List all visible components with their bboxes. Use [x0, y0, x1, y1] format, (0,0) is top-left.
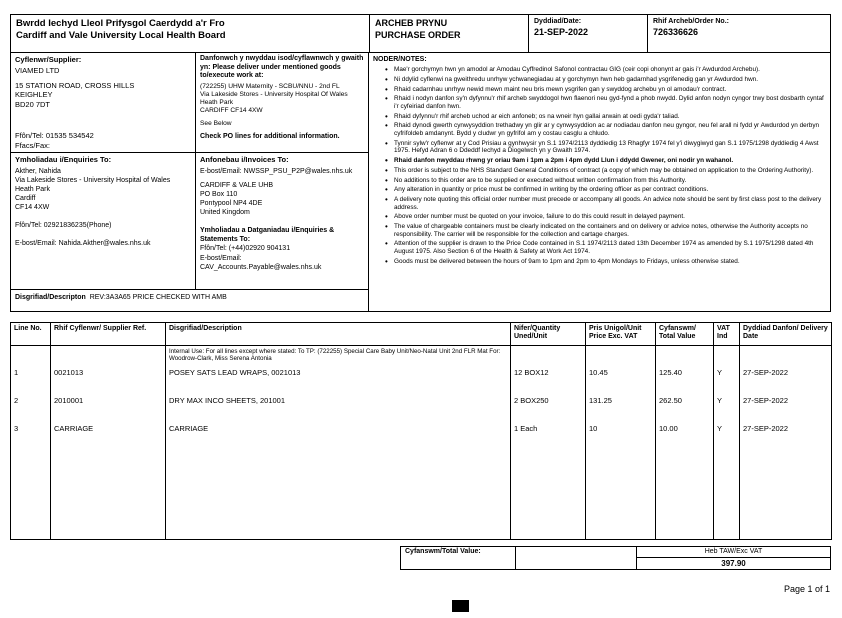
order-number-value: 726336626 [653, 27, 699, 37]
delivery-see-below: See Below [200, 119, 232, 127]
spacer [15, 109, 191, 131]
address-column [11, 53, 369, 311]
page-number: Page 1 of 1 [783, 584, 830, 594]
item-line-no: 3 [11, 422, 51, 450]
item-line-no: 2 [11, 394, 51, 422]
invoices-label: Anfonebau i/Invoices To: [200, 155, 289, 164]
note-item: • Rhaid dynodi gwerth cynwysyddion trethadwy yn glir ar y cynwysyddion ac ar nodiadau danfon neu gyngor, neu fel arall ni fydd yr Awdurdod yn derbyn cyfrifoldeb amdanynt. Bydd y cludwr yn gyfrifol am y costau casglu a chludo. [385, 122, 825, 137]
enquiries-address-line: Cardiff [15, 195, 36, 203]
item-quantity: 1 Each [511, 422, 586, 450]
order-header-section [10, 14, 831, 312]
enquiries-invoices-row [11, 153, 368, 290]
note-item: • Rhaid i nodyn danfon sy'n dyfynnu'r rhif archeb swyddogol hwn flaenori neu gyd-fynd a phob nwydd. Dylid anfon nodyn cyngor trwy bost dosbarth cyntaf i'r cyfeiriad danfon hwn. [385, 95, 825, 110]
description-value: REV:3A3A65 PRICE CHECKED WITH AMB [89, 294, 227, 301]
item-vat-ind: Y [714, 366, 740, 394]
item-unit-price: 131.25 [586, 394, 656, 422]
col-header-description: Disgrifiad/Description [166, 323, 511, 346]
empty-cell [714, 450, 740, 540]
item-description: DRY MAX INCO SHEETS, 201001 [166, 394, 511, 422]
delivery-address-line: CARDIFF CF14 4XW [200, 106, 263, 114]
order-date-label: Dyddiad/Date: [534, 18, 582, 25]
delivery-section [196, 53, 368, 152]
invoices-address-line: Pontypool NP4 4DE [200, 200, 263, 208]
exc-vat-label: Heb TAW/Exc VAT [637, 547, 831, 558]
col-header-vat-ind: VAT Ind [714, 323, 740, 346]
enquiries-section [11, 153, 196, 289]
item-quantity: 12 BOX12 [511, 366, 586, 394]
empty-cell [586, 450, 656, 540]
empty-cell [166, 450, 511, 540]
total-value-label: Cyfanswm/Total Value: [401, 547, 516, 570]
empty-cell [740, 450, 832, 540]
empty-cell [51, 346, 166, 366]
empty-cell [740, 346, 832, 366]
invoices-email: E-bost/Email: NWSSP_PSU_P2P@wales.nhs.uk [200, 167, 353, 175]
supplier-name: VIAMED LTD [15, 66, 60, 76]
item-row [11, 422, 832, 450]
item-vat-ind: Y [714, 422, 740, 450]
item-total-value: 125.40 [656, 366, 714, 394]
statements-email: E-bost/Email: CAV_Accounts.Payable@wales.nhs.uk [200, 254, 322, 271]
internal-use-note: Internal Use: For all lines except where stated: To TP: (722255) Special Care Baby Unit/Neo-Natal Unit 2nd FLR Mat For: Woodrow-Clark, Miss Serena Antonia [166, 346, 511, 366]
empty-cell [11, 450, 51, 540]
order-date-value: 21-SEP-2022 [534, 27, 589, 37]
supplier-phone: Ffôn/Tel: 01535 534542 [15, 131, 94, 141]
description-row [11, 290, 368, 311]
notes-list [385, 66, 825, 265]
totals-table [400, 546, 831, 570]
filler-row [11, 450, 832, 540]
item-total-value: 262.50 [656, 394, 714, 422]
note-item: • Rhaid dyfynnu'r rhif archeb uchod ar eich anfoneb; os na wneir hyn gallai arwain at oedi gyda'r taliad. [385, 113, 825, 121]
order-number-label: Rhif Archeb/Order No.: [653, 18, 729, 25]
order-number-cell [647, 15, 830, 52]
header-body-row [11, 53, 830, 311]
enquiries-phone: Ffôn/Tel: 02921836235(Phone) [15, 222, 112, 230]
item-row [11, 394, 832, 422]
delivery-address-line: Via Lakeside Stores - University Hospital Of Wales [200, 90, 348, 98]
note-item: • Tynnir sylw'r cyflenwr at y Cod Prisiau a gynhwysir yn S.1 1974/2113 dyddiedig 13 Rhagfyr 1974 fel y'i diwygiwyd gan S.1 1975/1298 dyddiedig 4 Awst 1975. Hefyd Adran 6 o Ddeddf Iechyd a Diogelwch yn y Gwaith 1974. [385, 140, 825, 155]
empty-cell [51, 450, 166, 540]
enquiries-address-line: Heath Park [15, 185, 51, 193]
items-header-row [11, 323, 832, 346]
item-delivery-date: 27-SEP-2022 [740, 366, 832, 394]
spacer [200, 217, 364, 226]
note-item: • The value of chargeable containers must be clearly indicated on the containers and on delivery or advice notes, otherwise the Authority accepts no responsibility. The carrier will be responsible for the collection and cartage charges. [385, 223, 825, 238]
supplier-label: Cyflenwr/Supplier: [15, 55, 82, 64]
org-name-welsh: Bwrdd Iechyd Lleol Prifysgol Caerdydd a'r Fro [16, 18, 225, 29]
empty-cell [511, 346, 586, 366]
invoices-address-line: PO Box 110 [200, 190, 238, 198]
invoices-address-line: United Kingdom [200, 209, 250, 217]
item-supplier-ref: CARRIAGE [51, 422, 166, 450]
supplier-address-line: 15 STATION ROAD, CROSS HILLS [15, 80, 135, 90]
enquiries-contact-name: Akther, Nahida [15, 167, 61, 175]
note-item: • This order is subject to the NHS Standard General Conditions of contract (a copy of which may be obtained on application to the Ordering Authority). [385, 167, 825, 175]
document-title [369, 15, 528, 52]
supplier-address-line: BD20 7DT [15, 99, 51, 109]
delivery-address-line: (722255) UHW Maternity - SCBU/NNU - 2nd FL [200, 82, 340, 90]
empty-cell [586, 346, 656, 366]
supplier-fax: Ffacs/Fax: [15, 140, 51, 150]
totals-row [401, 547, 831, 558]
note-item: • Any alteration in quantity or price must be confirmed in writing by the ordering officer as per contract conditions. [385, 186, 825, 194]
line-items-table [10, 322, 832, 540]
note-item: • Attention of the supplier is drawn to the Price Code contained in S.1 1974/2113 dated 13th December 1974 as amended by S.1 1975/1298 dated 4th August 1975. Also Section 6 of the Health & Safety at Work Act 1974. [385, 240, 825, 255]
note-item: • Rhaid cadarnhau unrhyw newid mewn maint neu bris mewn ysgrifen gan y swyddog archebu yn ol amodau'r contract. [385, 86, 825, 94]
document-title-welsh: ARCHEB PRYNU [375, 18, 448, 28]
health-board-name [11, 15, 369, 52]
totals-spacer [516, 547, 637, 570]
col-header-supplier-ref: Rhif Cyflenwr/ Supplier Ref. [51, 323, 166, 346]
spacer [15, 212, 191, 221]
note-item: • No additions to this order are to be supplied or executed without written confirmation from this Authority. [385, 177, 825, 185]
supplier-section [11, 53, 196, 152]
order-date-cell [528, 15, 647, 52]
statements-label: Ymholiadau a Datganiadau i/Enquiries & Statements To: [200, 227, 335, 244]
supplier-address-line: KEIGHLEY [15, 90, 53, 100]
item-line-no: 1 [11, 366, 51, 394]
item-row [11, 366, 832, 394]
delivery-label: Danfonwch y nwyddau isod/cyflawnwch y gwaith yn: Please deliver under mentioned goods to/execute work at: [200, 55, 364, 80]
enquiries-address-line: Via Lakeside Stores - University Hospital of Wales [15, 176, 171, 184]
note-item: • Above order number must be quoted on your invoice, failure to do this could result in delayed payment. [385, 213, 825, 221]
supplier-delivery-row [11, 53, 368, 153]
document-title-english: PURCHASE ORDER [375, 29, 461, 40]
col-header-quantity: Nifer/Quantity Uned/Unit [511, 323, 586, 346]
empty-cell [656, 450, 714, 540]
description-label: Disgrifiad/Descripton [15, 294, 86, 301]
note-item: • Rhaid danfon nwyddau rhwng yr oriau 9am i 1pm a 2pm i 4pm dydd Llun i ddydd Gwener, oni nodir yn wahanol. [385, 157, 825, 165]
enquiries-address-line: CF14 4XW [15, 204, 50, 212]
header-row [11, 15, 830, 53]
item-vat-ind: Y [714, 394, 740, 422]
total-value-amount: 397.90 [637, 558, 831, 570]
item-supplier-ref: 0021013 [51, 366, 166, 394]
col-header-delivery-date: Dyddiad Danfon/ Delivery Date [740, 323, 832, 346]
item-description: CARRIAGE [166, 422, 511, 450]
item-total-value: 10.00 [656, 422, 714, 450]
note-item: • Mae'r gorchymyn hwn yn amodol ar Amodau Cyffredinol Safonol contractau GIG (ceir copi ohonynt ar gais i'r Awdurdod Archebu). [385, 66, 825, 74]
enquiries-label: Ymholiadau i/Enquiries To: [15, 155, 112, 164]
empty-cell [511, 450, 586, 540]
invoices-section [196, 153, 368, 289]
notes-heading: NODER/NOTES: [373, 56, 427, 63]
note-item: • A delivery note quoting this official order number must precede or accompany all goods. An advice note should be sent by first class post to the delivery address. [385, 196, 825, 211]
col-header-line-no: Line No. [11, 323, 51, 346]
item-delivery-date: 27-SEP-2022 [740, 394, 832, 422]
notes-section [369, 53, 830, 311]
note-item: • Ni ddylid cyflenwi na gweithredu unrhyw ychwanegiadau at y gorchymyn hwn heb gadarnhad ysgrifenedig gan yr Awdurdod hwn. [385, 76, 825, 84]
internal-note-row [11, 346, 832, 366]
item-delivery-date: 27-SEP-2022 [740, 422, 832, 450]
invoices-address-line: CARDIFF & VALE UHB [200, 181, 273, 189]
enquiries-email: E-bost/Email: Nahida.Akther@wales.nhs.uk [15, 240, 151, 248]
note-item: • Goods must be delivered between the hours of 9am to 1pm and 2pm to 4pm Mondays to Fridays, unless otherwise stated. [385, 258, 825, 266]
statements-phone: Ffôn/Tel: (+44)02920 904131 [200, 245, 291, 253]
col-header-unit-price: Pris Unigol/Unit Price Exc. VAT [586, 323, 656, 346]
spacer [15, 230, 191, 239]
empty-cell [714, 346, 740, 366]
org-name-english: Cardiff and Vale University Local Health Board [16, 29, 226, 41]
delivery-address-line: Heath Park [200, 98, 233, 106]
item-supplier-ref: 2010001 [51, 394, 166, 422]
empty-cell [11, 346, 51, 366]
item-unit-price: 10 [586, 422, 656, 450]
col-header-total-value: Cyfanswm/ Total Value [656, 323, 714, 346]
item-description: POSEY SATS LEAD WRAPS, 0021013 [166, 366, 511, 394]
item-quantity: 2 BOX250 [511, 394, 586, 422]
item-unit-price: 10.45 [586, 366, 656, 394]
delivery-check-note: Check PO lines for additional information. [200, 132, 340, 140]
scan-artifact [452, 600, 469, 612]
empty-cell [656, 346, 714, 366]
